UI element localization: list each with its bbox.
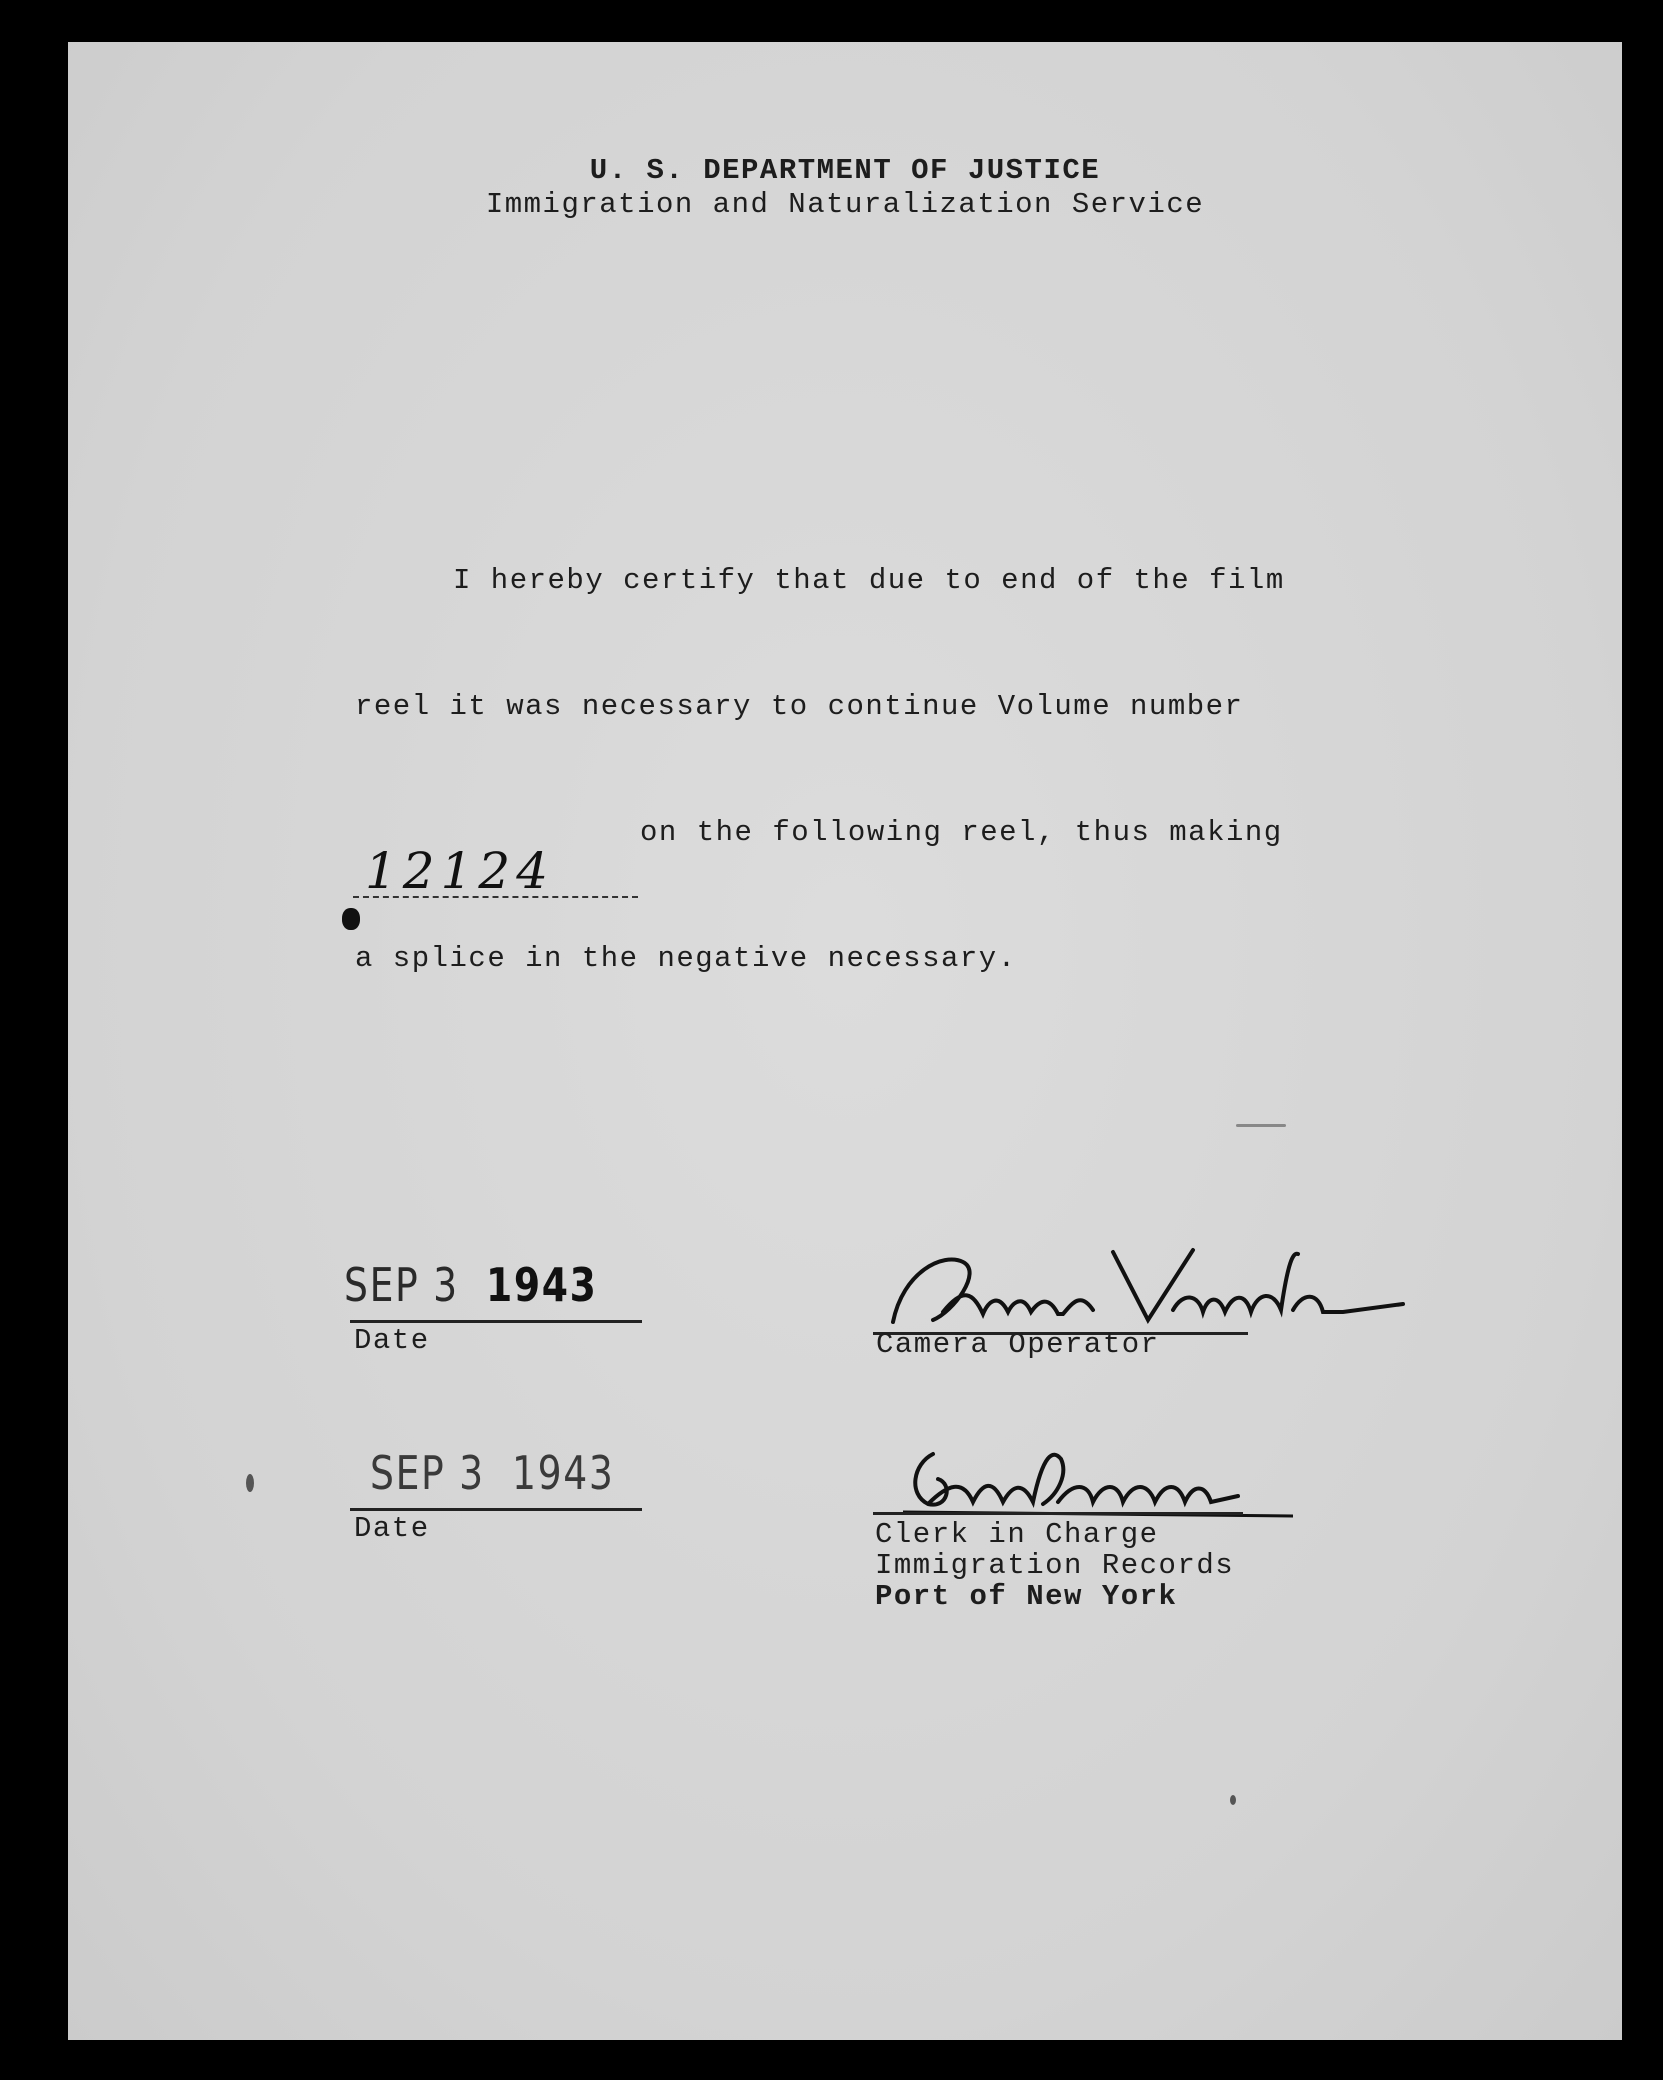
- service-heading: Immigration and Naturalization Service: [485, 188, 1205, 221]
- camera-operator-signature: [873, 1232, 1433, 1342]
- date-label-camera: Date: [354, 1324, 430, 1357]
- scan-speck: [1236, 1124, 1286, 1127]
- certification-line-3: on the following reel, thus making: [640, 816, 1283, 849]
- date-line-camera: [350, 1320, 642, 1323]
- certification-line-4: a splice in the negative necessary.: [355, 942, 1017, 975]
- clerk-signature: [893, 1434, 1313, 1524]
- date-stamp-year: 1943: [485, 1258, 598, 1312]
- date-label-clerk: Date: [354, 1512, 430, 1545]
- date-line-clerk: [350, 1508, 642, 1511]
- certification-line-2: reel it was necessary to continue Volume number: [355, 690, 1244, 723]
- signature-line-clerk: [873, 1512, 1243, 1515]
- ink-blot: [342, 908, 360, 930]
- date-stamp-month-day: SEP 3: [344, 1258, 459, 1312]
- scan-speck: [1230, 1795, 1236, 1805]
- clerk-role-line-2: Immigration Records: [875, 1549, 1235, 1582]
- volume-number-handwritten: 12124: [365, 842, 555, 900]
- camera-operator-label: Camera Operator: [876, 1328, 1160, 1361]
- agency-heading: U. S. DEPARTMENT OF JUSTICE: [589, 154, 1101, 187]
- clerk-role-line-1: Clerk in Charge: [875, 1518, 1159, 1551]
- scan-speck: [246, 1474, 254, 1492]
- date-stamp-year: 1943: [511, 1446, 615, 1500]
- date-stamp-clerk: [370, 1446, 615, 1500]
- date-stamp-camera: [344, 1258, 598, 1312]
- volume-number-field: [353, 842, 638, 902]
- date-stamp-month-day: SEP 3: [370, 1446, 485, 1500]
- certification-line-1: I hereby certify that due to end of the film: [453, 564, 1285, 597]
- clerk-role-line-3: Port of New York: [875, 1580, 1178, 1613]
- document-page: [68, 42, 1622, 2040]
